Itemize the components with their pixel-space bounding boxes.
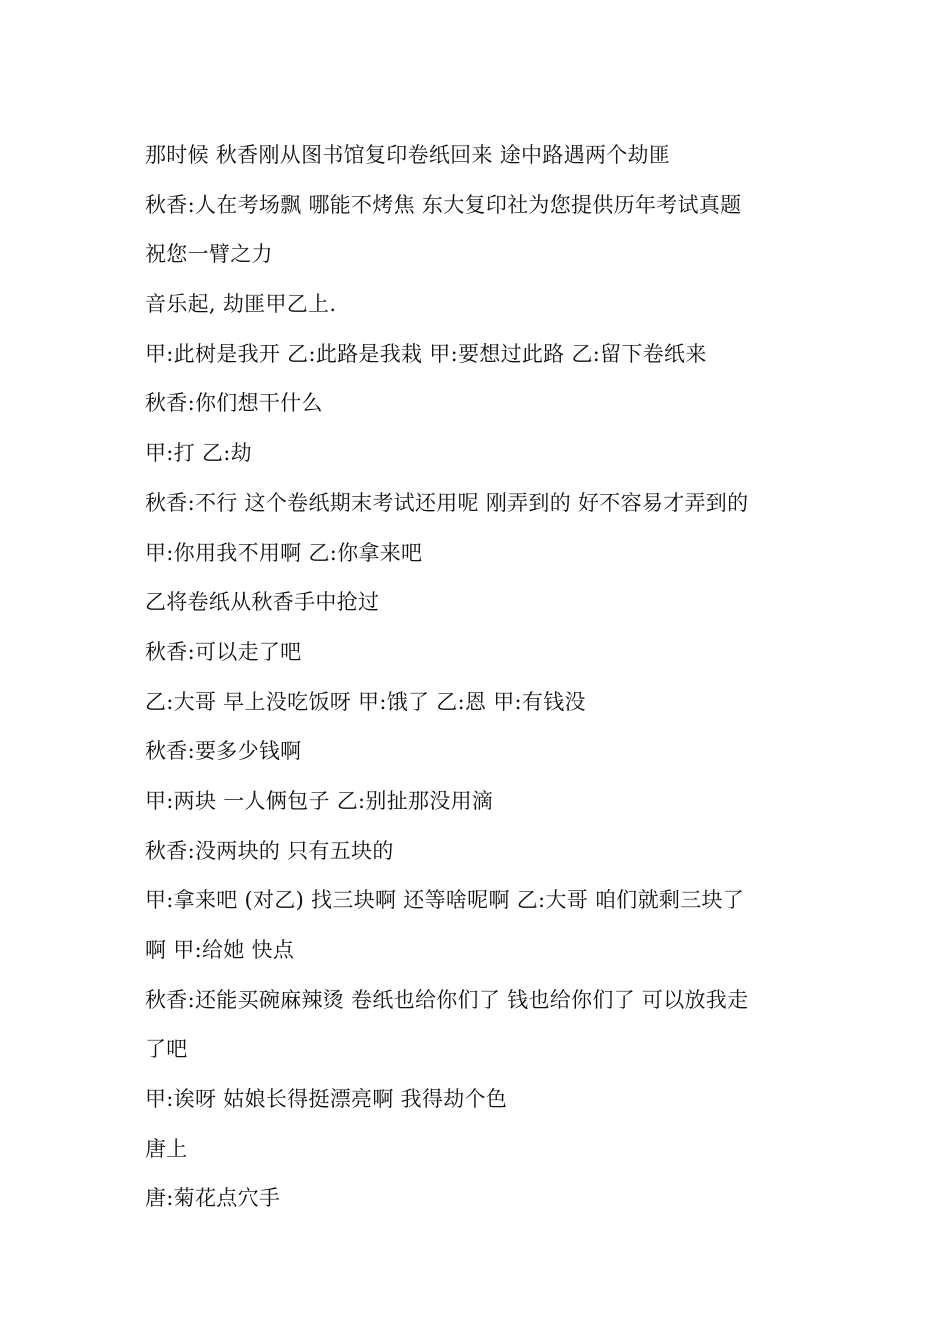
text-line: 秋香:人在考场飘 哪能不烤焦 东大复印社为您提供历年考试真题 [145,192,742,217]
text-line: 甲:你用我不用啊 乙:你拿来吧 [145,540,423,565]
text-line: 秋香:没两块的 只有五块的 [145,838,394,863]
text-line: 秋香:你们想干什么 [145,391,323,416]
text-line: 唐:菊花点穴手 [145,1186,281,1211]
text-line: 甲:两块 一人俩包子 乙:别扯那没用滴 [145,788,494,813]
text-line: 秋香:还能买碗麻辣烫 卷纸也给你们了 钱也给你们了 可以放我走 [145,987,749,1012]
text-line: 乙将卷纸从秋香手中抢过 [145,590,380,615]
text-line: 秋香:可以走了吧 [145,639,302,664]
text-line: 甲:诶呀 姑娘长得挺漂亮啊 我得劫个色 [145,1087,508,1112]
script-text [145,131,825,1224]
text-line: 乙:大哥 早上没吃饭呀 甲:饿了 乙:恩 甲:有钱没 [145,689,586,714]
text-line: 音乐起, 劫匪甲乙上. [145,292,337,317]
text-line: 唐上 [145,1136,188,1161]
text-line: 秋香:要多少钱啊 [145,739,302,764]
text-line: 甲:打 乙:劫 [145,441,252,466]
text-line: 那时候 秋香刚从图书馆复印卷纸回来 途中路遇两个劫匪 [145,143,671,167]
text-line: 祝您一臂之力 [145,242,273,267]
text-line: 甲:拿来吧 (对乙) 找三块啊 还等啥呢啊 乙:大哥 咱们就剩三块了 [145,888,745,913]
text-line: 甲:此树是我开 乙:此路是我栽 甲:要想过此路 乙:留下卷纸来 [145,341,707,366]
text-line: 啊 甲:给她 快点 [145,938,295,962]
text-line: 了吧 [145,1037,188,1062]
text-line: 秋香:不行 这个卷纸期末考试还用呢 刚弄到的 好不容易才弄到的 [145,490,749,515]
